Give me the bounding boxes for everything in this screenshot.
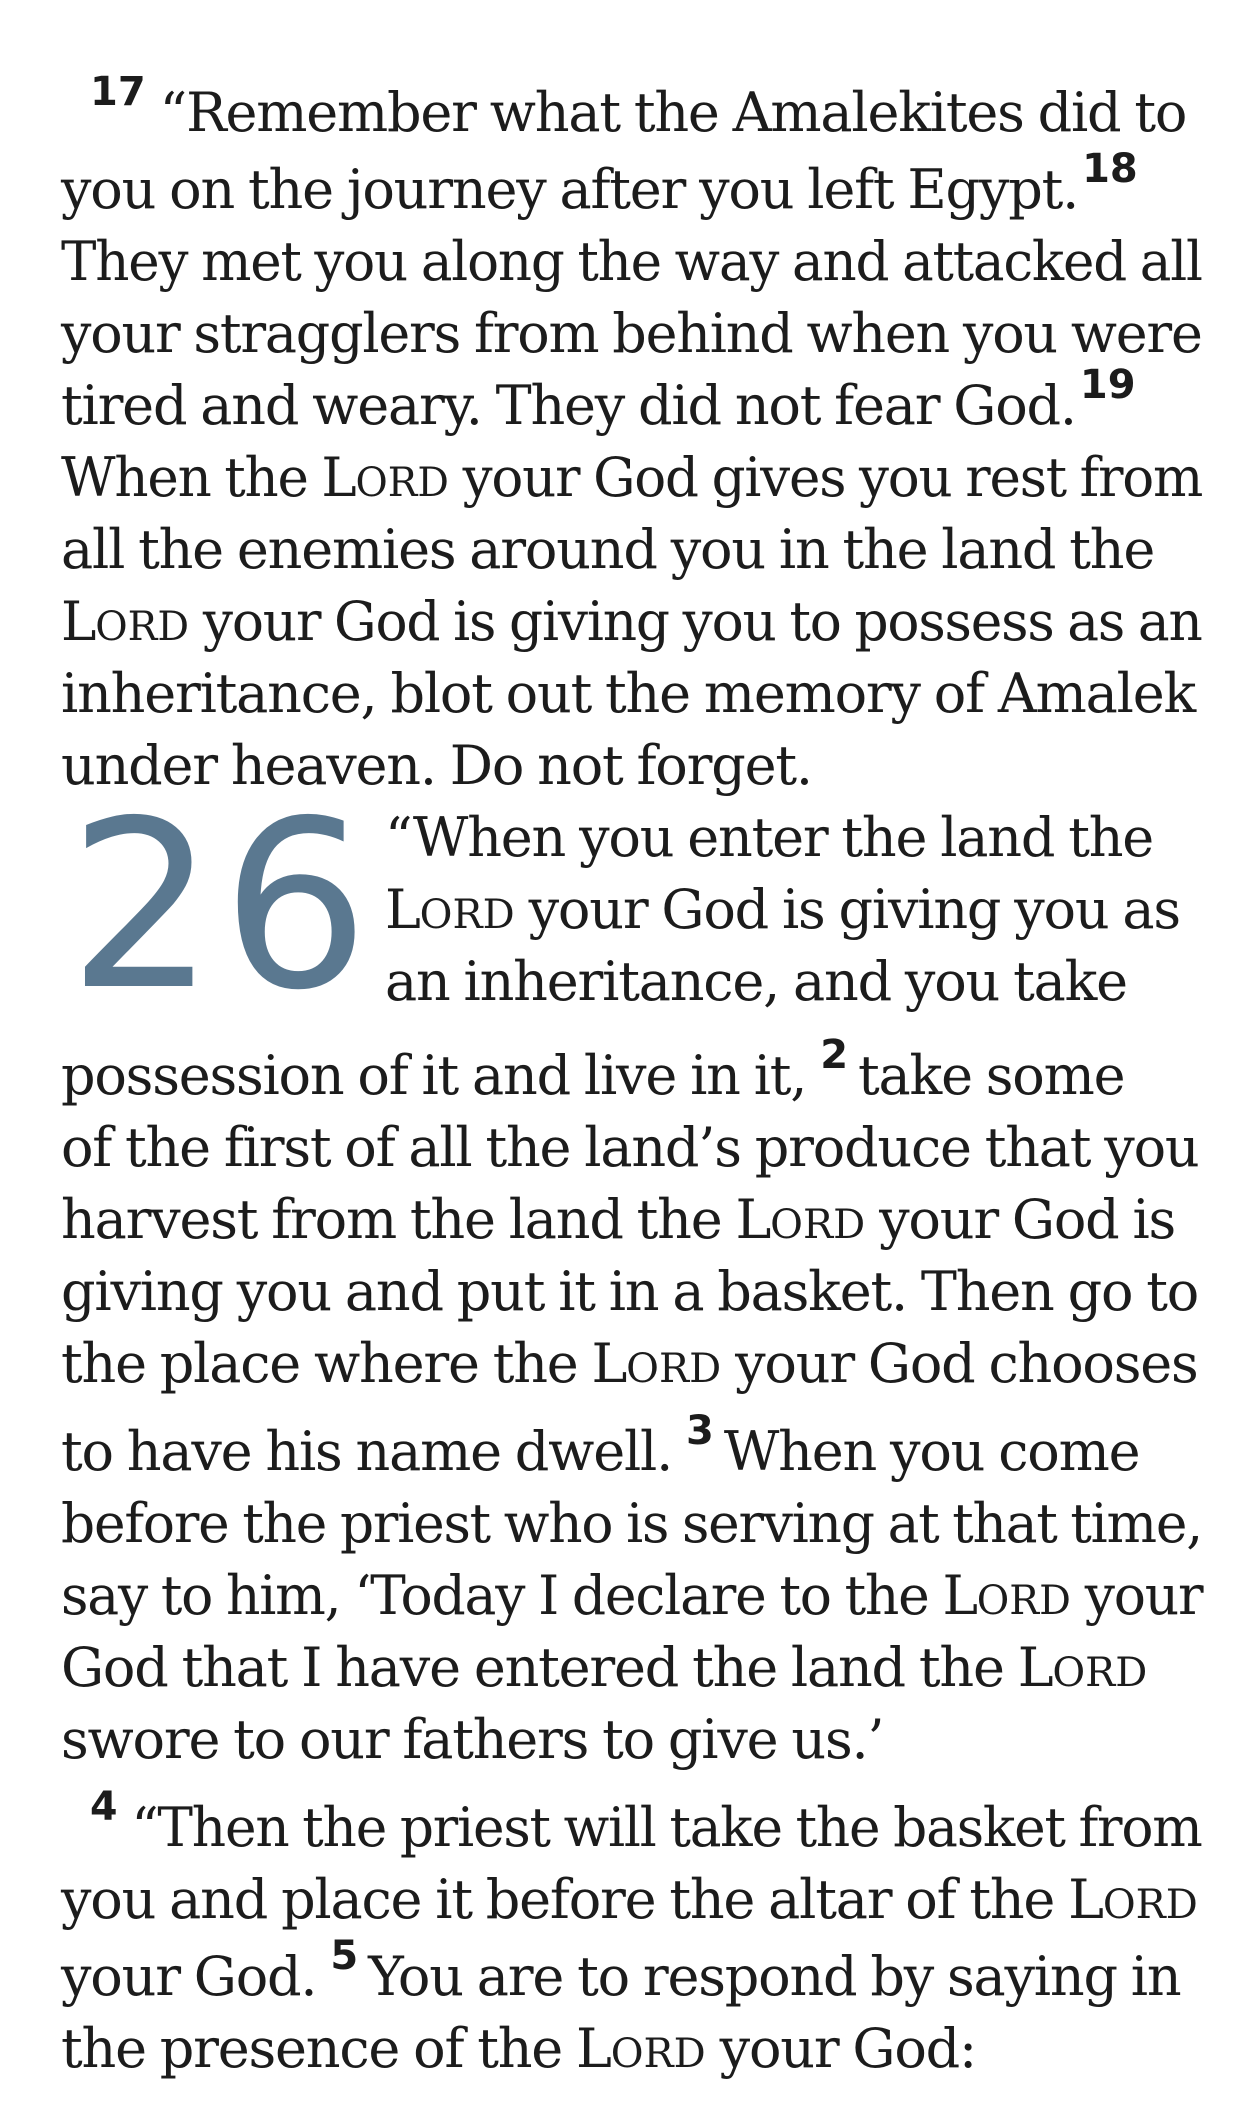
verse-text: all the enemies around you in the land the [61,518,1155,581]
verse-number: 5 [330,1933,359,1979]
text-line [61,1865,1198,1935]
text-line [61,227,1202,297]
verse-text: your God gives you rest from [462,446,1203,509]
text-line [61,1185,1175,1255]
text-line [90,69,1187,148]
verse-text: “When you enter the land the [385,806,1154,869]
verse-text: your God is [879,1188,1176,1251]
verse-text: tired and weary. They did not fear God. [61,374,1076,437]
text-line [61,1032,1125,1111]
verse-text: When the [61,446,322,509]
lord-small-caps: LORD [591,1332,722,1395]
verse-number: 19 [1079,362,1136,408]
text-line [61,587,1202,657]
lord-small-caps: LORD [1017,1636,1148,1699]
verse-number: 17 [90,69,146,115]
verse-text: your stragglers from behind when you were [61,302,1202,365]
text-line [385,875,1180,945]
verse-text: the presence of the [61,2017,577,2080]
verse-text: say to him, ‘Today I declare to the [61,1564,943,1627]
lord-small-caps: LORD [321,446,449,509]
text-line [61,1329,1198,1399]
text-line [61,1561,1202,1631]
verse-text: swore to our fathers to give us.’ [61,1708,884,1771]
text-line [61,1705,883,1775]
text-line [61,659,1195,729]
text-line [61,1933,1181,2012]
text-line [385,803,1153,873]
verse-number: 3 [686,1408,714,1454]
verse-text: you and place it before the altar of the [61,1868,1069,1931]
text-line [61,362,1146,441]
verse-number: 4 [90,1784,118,1830]
text-line [61,443,1202,513]
lord-small-caps: LORD [61,590,190,653]
text-line [61,515,1154,585]
verse-text: your God. [61,1945,317,2008]
verse-number: 2 [820,1032,849,1078]
verse-text: inheritance, blot out the memory of Amalek [61,662,1196,725]
text-line [61,1633,1147,1703]
text-line [61,1408,1140,1487]
verse-text: your [1084,1564,1203,1627]
lord-small-caps: LORD [1068,1868,1198,1931]
verse-text: of the first of all the land’s produce that you [61,1116,1199,1179]
text-line [61,146,1148,225]
lord-small-caps: LORD [942,1564,1071,1627]
verse-text: your God: [719,2017,977,2080]
verse-text: to have his name dwell. [61,1420,673,1483]
verse-text: You are to respond by saying in [368,1945,1181,2008]
lord-small-caps: LORD [576,2017,706,2080]
text-line [61,2014,976,2084]
verse-text: “Then the priest will take the basket from [131,1796,1202,1859]
verse-text: harvest from the land the [61,1188,736,1251]
verse-text: They met you along the way and attacked all [61,230,1202,293]
verse-text: the place where the [61,1332,592,1395]
verse-text: your God is giving you as [528,878,1180,941]
verse-text: God that I have entered the land the [61,1636,1018,1699]
verse-text: possession of it and live in it, [61,1044,807,1107]
verse-text: “Remember what the Amalekites did to [159,81,1187,144]
verse-text: you on the journey after you left Egypt. [61,158,1079,221]
text-line [61,299,1202,369]
verse-text: giving you and put it in a basket. Then go to [61,1260,1199,1323]
lord-small-caps: LORD [735,1188,866,1251]
verse-number: 18 [1082,146,1138,192]
lord-small-caps: LORD [385,878,515,941]
text-line [385,947,1127,1017]
text-line [61,1489,1202,1559]
chapter-number: 26 [68,771,376,1041]
verse-text: under heaven. Do not forget. [61,734,812,797]
verse-text: your God chooses [735,1332,1198,1395]
verse-text: When you come [723,1420,1140,1483]
verse-text: take some [858,1044,1125,1107]
verse-text: your God is giving you to possess as an [202,590,1202,653]
verse-text: before the priest who is serving at that time, [61,1492,1203,1555]
text-line [90,1784,1202,1863]
verse-text: an inheritance, and you take [385,950,1127,1013]
text-line [61,1113,1198,1183]
text-line [61,1257,1198,1327]
